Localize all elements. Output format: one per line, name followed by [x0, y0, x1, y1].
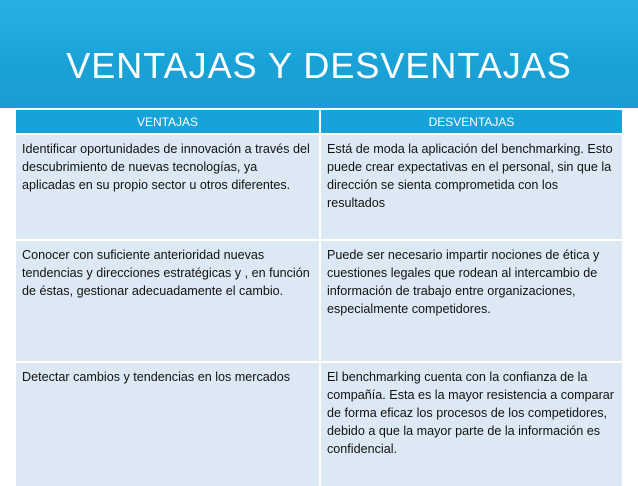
table-row: [16, 134, 622, 240]
header-ventajas: VENTAJAS: [16, 110, 320, 134]
header-desventajas: DESVENTAJAS: [320, 110, 622, 134]
table-row: [16, 240, 622, 362]
desventaja-cell: Puede ser necesario impartir nociones de ética y cuestiones legales que rodean al intercambio de información de trabajo entre organizaciones, especialmente competidores.: [320, 240, 622, 362]
ventaja-cell: Detectar cambios y tendencias en los mercados: [16, 362, 320, 486]
comparison-table: [16, 110, 622, 486]
ventaja-cell: Conocer con suficiente anterioridad nuevas tendencias y direcciones estratégicas y , en función de éstas, gestionar adecuadamente el cambio.: [16, 240, 320, 362]
desventaja-cell: Está de moda la aplicación del benchmarking. Esto puede crear expectativas en el personal, sin que la dirección se sienta comprometida con los resultados: [320, 134, 622, 240]
desventaja-cell: El benchmarking cuenta con la confianza de la compañía. Esta es la mayor resistencia a comparar de forma eficaz los procesos de los competidores, debido a que la mayor parte de la información es confidencial.: [320, 362, 622, 486]
ventaja-cell: Identificar oportunidades de innovación a través del descubrimiento de nuevas tecnologías, ya aplicadas en su propio sector u otros diferentes.: [16, 134, 320, 240]
table-row: [16, 362, 622, 486]
table-header-row: [16, 110, 622, 134]
slide-title: VENTAJAS Y DESVENTAJAS: [66, 45, 572, 86]
